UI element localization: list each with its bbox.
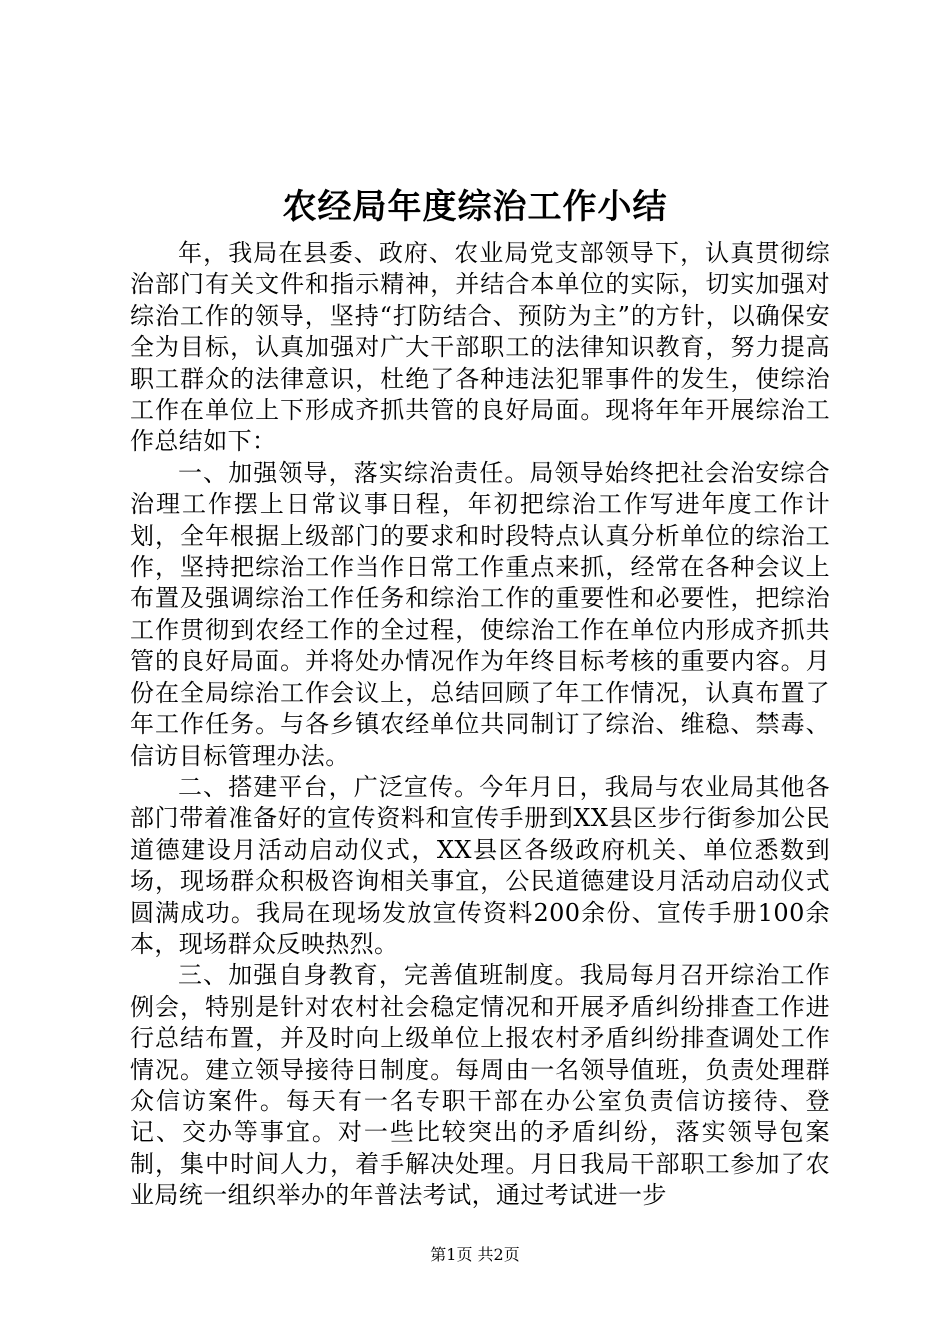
document-title: 农经局年度综治工作小结 xyxy=(282,187,668,227)
paragraph-section-3: 三、加强自身教育，完善值班制度。我局每月召开综治工作例会，特别是针对农村社会稳定情况和开展矛盾纠纷排查工作进行总结布置，并及时向上级单位上报农村矛盾纠纷排查调处工作情况。建立领导接待日制度。每周由一名领导值班，负责处理群众信访案件。每天有一名专职干部在办公室负责信访接待、登记、交办等事宜。对一些比较突出的矛盾纠纷，落实领导包案制，集中时间人力，着手解决处理。月日我局干部职工参加了农业局统一组织举办的年普法考试，通过考试进一步 xyxy=(130,961,830,1210)
paragraph-section-1: 一、加强领导，落实综治责任。局领导始终把社会治安综合治理工作摆上日常议事日程，年初把综治工作写进年度工作计划，全年根据上级部门的要求和时段特点认真分析单位的综治工作，坚持把综治工作当作日常工作重点来抓，经常在各种会议上布置及强调综治工作任务和综治工作的重要性和必要性，把综治工作贯彻到农经工作的全过程，使综治工作在单位内形成齐抓共管的良好局面。并将处办情况作为年终目标考核的重要内容。月份在全局综治工作会议上，总结回顾了年工作情况，认真布置了年工作任务。与各乡镇农经单位共同制订了综治、维稳、禁毒、信访目标管理办法。 xyxy=(130,458,830,770)
paragraph-section-2: 二、搭建平台，广泛宣传。今年月日，我局与农业局其他各部门带着准备好的宣传资料和宣传手册到XX县区步行街参加公民道德建设月活动启动仪式，XX县区各级政府机关、单位悉数到场，现场群众积极咨询相关事宜，公民道德建设月活动启动仪式圆满成功。我局在现场发放宣传资料200余份、宣传手册100余本，现场群众反映热烈。 xyxy=(130,772,830,958)
paragraph-intro: 年，我局在县委、政府、农业局党支部领导下，认真贯彻综治部门有关文件和指示精神，并结合本单位的实际，切实加强对综治工作的领导，坚持“打防结合、预防为主”的方针，以确保安全为目标，认真加强对广大干部职工的法律知识教育，努力提高职工群众的法律意识，杜绝了各种违法犯罪事件的发生，使综治工作在单位上下形成齐抓共管的良好局面。现将年年开展综治工作总结如下： xyxy=(130,239,830,456)
document-body xyxy=(130,238,830,1212)
page-number-footer: 第1页 共2页 xyxy=(430,1245,520,1264)
